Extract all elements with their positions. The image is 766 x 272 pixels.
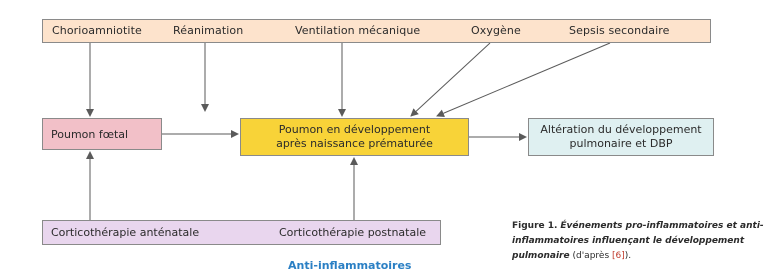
arrow-sepsis-to-dev <box>437 43 610 116</box>
antenatal-corticotherapy: Corticothérapie anténatale <box>51 226 200 239</box>
figure-number: Figure 1. <box>512 221 558 231</box>
figure-title: Événements pro-inflammatoires et anti-inflammatoires influençant le développement pulmonaire <box>512 221 764 261</box>
factor-chorioamniotite: Chorioamniotite <box>52 24 142 37</box>
figure-caption <box>512 219 766 264</box>
reference-link[interactable]: [6] <box>612 251 625 261</box>
fetal-lung-box <box>42 118 162 150</box>
outcome-box <box>528 118 714 156</box>
developing-lung-line1: Poumon en développement <box>278 123 431 136</box>
developing-lung-box <box>240 118 469 156</box>
pro-inflammatory-factors-box <box>42 19 711 43</box>
developing-lung-line2: après naissance prématurée <box>276 137 433 150</box>
postnatal-corticotherapy: Corticothérapie postnatale <box>279 226 427 239</box>
factor-oxygen: Oxygène <box>471 24 521 37</box>
factor-ventilation: Ventilation mécanique <box>295 24 421 37</box>
outcome-line1: Altération du développement <box>540 123 702 136</box>
anti-inflammatory-label: Anti-inflammatoires <box>288 259 412 272</box>
factor-sepsis: Sepsis secondaire <box>569 24 670 37</box>
factor-reanimation: Réanimation <box>173 24 244 37</box>
arrow-oxygen-to-dev <box>411 43 490 116</box>
corticotherapy-box <box>42 220 441 245</box>
outcome-line2: pulmonaire et DBP <box>569 137 673 150</box>
source-prefix: (d'après <box>572 251 612 261</box>
fetal-lung-label: Poumon fœtal <box>51 128 129 141</box>
source-suffix: ). <box>624 251 632 261</box>
